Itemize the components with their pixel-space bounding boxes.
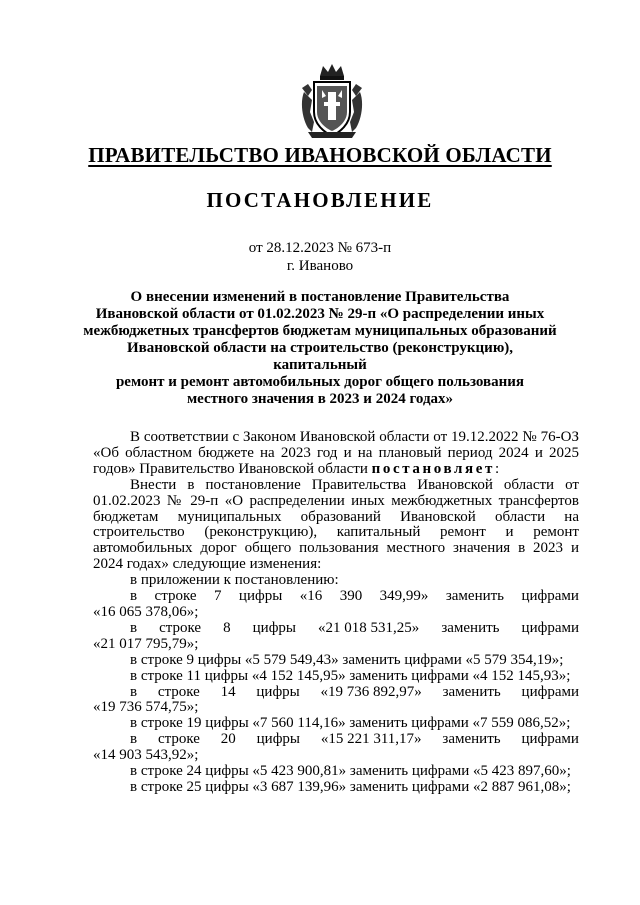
amendment-paragraph: Внести в постановление Правительства Ивановской области от 01.02.2023 № 29-п «О распределении иных межбюджетных трансфертов бюджетам муниципальных образований Ивановской области на строительство (реконструкцию), капитальный ремонт и ремонт автомобильных дорог общего пользования местного значения в 2023 и 2024 годах» следующие изменения:: [93, 476, 579, 573]
change-word: 20: [220, 731, 236, 748]
change-line: [130, 589, 579, 605]
change-word: строке: [159, 619, 202, 636]
preamble-colon: :: [494, 460, 500, 477]
appendix-paragraph: в приложении к постановлению:: [130, 572, 339, 589]
subject-line: О внесении изменений в постановление Правительства: [130, 289, 510, 305]
subject-line: ремонт и ремонт автомобильных дорог общего пользования: [115, 374, 525, 390]
change-item-row-14: [93, 685, 579, 717]
change-word: заменить: [442, 683, 501, 700]
change-line: «21 017 795,79»;: [93, 635, 199, 652]
change-word: «19 736 892,97»: [320, 683, 422, 700]
document-subject: [80, 289, 560, 408]
change-item-row-24: в строке 24 цифры «5 423 900,81» заменить цифрами «5 423 897,60»;: [130, 763, 571, 780]
change-line: «14 903 543,92»;: [93, 747, 199, 764]
change-word: цифрами: [521, 731, 579, 748]
change-word: заменить: [445, 588, 505, 605]
change-line: [130, 685, 579, 701]
change-word: цифры: [256, 683, 300, 700]
change-line: «16 065 378,06»;: [93, 603, 199, 620]
change-item-row-25: в строке 25 цифры «3 687 139,96» заменить цифрами «2 887 961,08»;: [130, 778, 571, 795]
change-word: цифры: [238, 588, 283, 605]
change-word: заменить: [441, 619, 500, 636]
document-city: г. Иваново: [286, 258, 354, 274]
change-word: цифрами: [521, 619, 579, 636]
subject-line: Ивановской области от 01.02.2023 № 29-п «О распределении иных: [95, 306, 545, 322]
change-item-row-7: [93, 589, 579, 621]
change-word: строке: [154, 588, 197, 605]
change-word: «15 221 311,17»: [320, 731, 422, 748]
resolves-word: постановляет: [371, 460, 495, 477]
preamble-text: В соответствии с Законом Ивановской области от 19.12.2022 № 76-ОЗ «Об областном бюджете на 2023 год и на плановый период 2024 и 2025 годов» Правительство Ивановской области: [93, 429, 579, 477]
change-line: [130, 621, 579, 637]
coat-of-arms-ivanovo-icon: [298, 62, 366, 140]
change-item-row-19: в строке 19 цифры «7 560 114,16» заменить цифрами «7 559 086,52»;: [130, 715, 571, 732]
subject-line: межбюджетных трансфертов бюджетам муниципальных образований: [83, 323, 557, 339]
change-item-row-20: [93, 732, 579, 764]
change-item-row-9: в строке 9 цифры «5 579 549,43» заменить цифрами «5 579 354,19»;: [130, 651, 564, 668]
change-word: «16: [299, 588, 323, 605]
change-word: заменить: [442, 731, 501, 748]
change-word: цифры: [252, 619, 297, 636]
change-word: цифры: [256, 731, 300, 748]
preamble-paragraph: [93, 430, 579, 478]
change-word: цифрами: [521, 683, 579, 700]
change-word: 14: [220, 683, 236, 700]
change-word: 349,99»: [379, 588, 429, 605]
document-body: [93, 430, 579, 796]
change-word: 8: [223, 619, 231, 636]
change-word: «21 018 531,25»: [318, 619, 420, 636]
change-word: в: [130, 619, 138, 636]
change-item-row-8: [93, 621, 579, 653]
subject-line: Ивановской области на строительство (реконструкцию), капитальный: [126, 340, 514, 373]
change-word: в: [130, 588, 138, 605]
change-line: «19 736 574,75»;: [93, 699, 199, 716]
change-line: [130, 732, 579, 748]
subject-line: местного значения в 2023 и 2024 годах»: [186, 391, 454, 407]
change-word: в: [130, 683, 138, 700]
change-word: цифрами: [521, 588, 579, 605]
government-title: ПРАВИТЕЛЬСТВО ИВАНОВСКОЙ ОБЛАСТИ: [88, 143, 552, 167]
document-date-number: от 28.12.2023 № 673-п: [248, 240, 392, 256]
change-word: 7: [213, 588, 222, 605]
document-type: ПОСТАНОВЛЕНИЕ: [206, 188, 434, 212]
change-item-row-11: в строке 11 цифры «4 152 145,95» заменить цифрами «4 152 145,93»;: [130, 667, 571, 684]
change-word: строке: [157, 683, 200, 700]
change-word: строке: [157, 731, 200, 748]
change-word: 390: [339, 588, 363, 605]
change-word: в: [130, 731, 138, 748]
